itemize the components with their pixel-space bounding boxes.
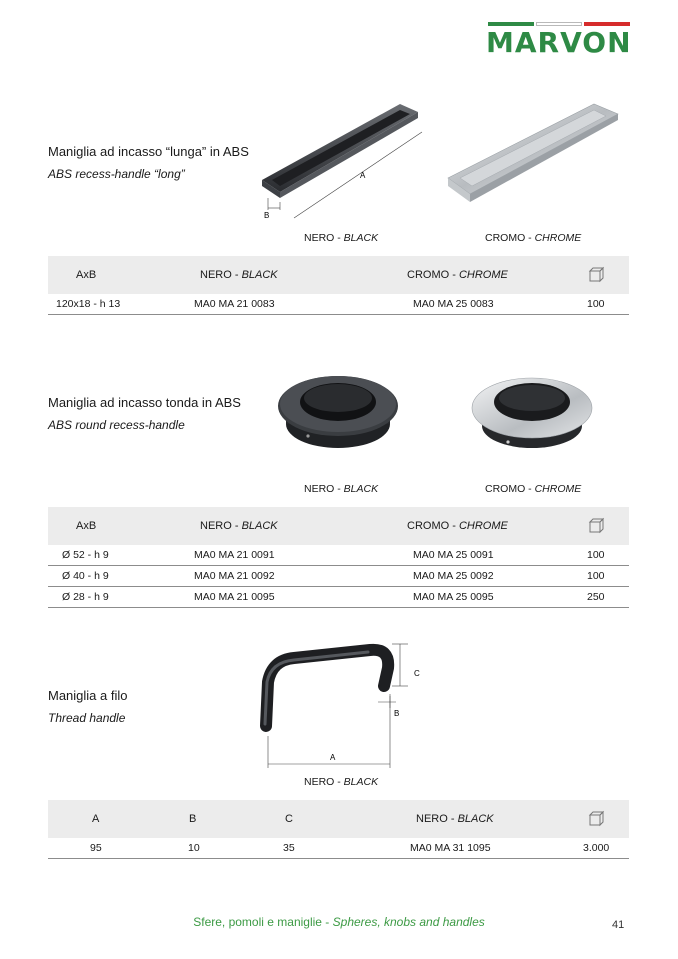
table-header (48, 256, 629, 294)
cell-code-black: MA0 MA 21 0095 (194, 591, 275, 603)
cell-size: 120x18 - h 13 (56, 298, 121, 310)
box-icon (588, 810, 604, 827)
cell-code-chrome: MA0 MA 25 0091 (413, 549, 494, 561)
dim-b-label: B (264, 211, 270, 220)
section-1-table (48, 256, 629, 315)
section-1-caption-black: NERO - BLACK (304, 232, 379, 244)
cell-code-black: MA0 MA 31 1095 (410, 842, 491, 854)
table-header (48, 507, 629, 545)
cell-code-chrome: MA0 MA 25 0083 (413, 298, 494, 310)
header-b: B (189, 813, 197, 825)
box-icon (588, 517, 604, 534)
chrome-round-recess-handle-image (470, 372, 596, 454)
black-long-recess-handle-image (250, 98, 430, 230)
dim-b-label: B (394, 709, 400, 718)
dim-a-label: A (330, 753, 336, 762)
table-row (48, 587, 629, 608)
header-black: NERO - BLACK (200, 520, 278, 532)
section-2-table (48, 507, 629, 608)
table-row (48, 566, 629, 587)
dim-a-label: A (360, 171, 366, 180)
cell-size: Ø 52 - h 9 (62, 549, 109, 561)
table-row (48, 294, 629, 315)
section-1-subtitle: ABS recess-handle “long” (48, 167, 185, 181)
marvon-logo (486, 22, 630, 60)
cell-code-chrome: MA0 MA 25 0095 (413, 591, 494, 603)
cell-quantity: 3.000 (583, 842, 610, 854)
cell-code-black: MA0 MA 21 0091 (194, 549, 275, 561)
section-3-caption-black: NERO - BLACK (304, 776, 379, 788)
brand-name: MARVON (486, 26, 632, 59)
header-axb: AxB (76, 269, 97, 281)
section-1-title: Maniglia ad incasso “lunga” in ABS (48, 144, 249, 159)
cell-code-black: MA0 MA 21 0092 (194, 570, 275, 582)
table-row (48, 545, 629, 566)
footer-text: Sfere, pomoli e maniglie - Spheres, knobs and handles (193, 915, 485, 929)
section-2-caption-chrome: CROMO - CHROME (485, 483, 582, 495)
section-2-title: Maniglia ad incasso tonda in ABS (48, 395, 241, 410)
cell-c: 35 (283, 842, 295, 854)
cell-a: 95 (90, 842, 102, 854)
black-thread-handle-image (250, 636, 430, 774)
header-chrome: CROMO - CHROME (407, 520, 508, 532)
box-icon (588, 266, 604, 283)
dim-c-label: C (414, 669, 420, 678)
cell-size: Ø 28 - h 9 (62, 591, 109, 603)
cell-quantity: 250 (587, 591, 605, 603)
section-3-title: Maniglia a filo (48, 688, 128, 703)
cell-code-chrome: MA0 MA 25 0092 (413, 570, 494, 582)
cell-code-black: MA0 MA 21 0083 (194, 298, 275, 310)
cell-quantity: 100 (587, 549, 605, 561)
cell-size: Ø 40 - h 9 (62, 570, 109, 582)
section-2-caption-black: NERO - BLACK (304, 483, 379, 495)
section-2-subtitle: ABS round recess-handle (48, 418, 185, 432)
black-round-recess-handle-image (276, 372, 402, 454)
header-black: NERO - BLACK (416, 813, 494, 825)
cell-quantity: 100 (587, 298, 605, 310)
page-number: 41 (612, 919, 625, 931)
table-row (48, 838, 629, 859)
cell-b: 10 (188, 842, 200, 854)
header-black: NERO - BLACK (200, 269, 278, 281)
section-3-table (48, 800, 629, 859)
cell-quantity: 100 (587, 570, 605, 582)
table-header (48, 800, 629, 838)
header-axb: AxB (76, 520, 97, 532)
chrome-long-recess-handle-image (444, 98, 624, 210)
header-c: C (285, 813, 293, 825)
header-a: A (92, 813, 100, 825)
section-3-subtitle: Thread handle (48, 711, 126, 725)
header-chrome: CROMO - CHROME (407, 269, 508, 281)
section-1-caption-chrome: CROMO - CHROME (485, 232, 582, 244)
